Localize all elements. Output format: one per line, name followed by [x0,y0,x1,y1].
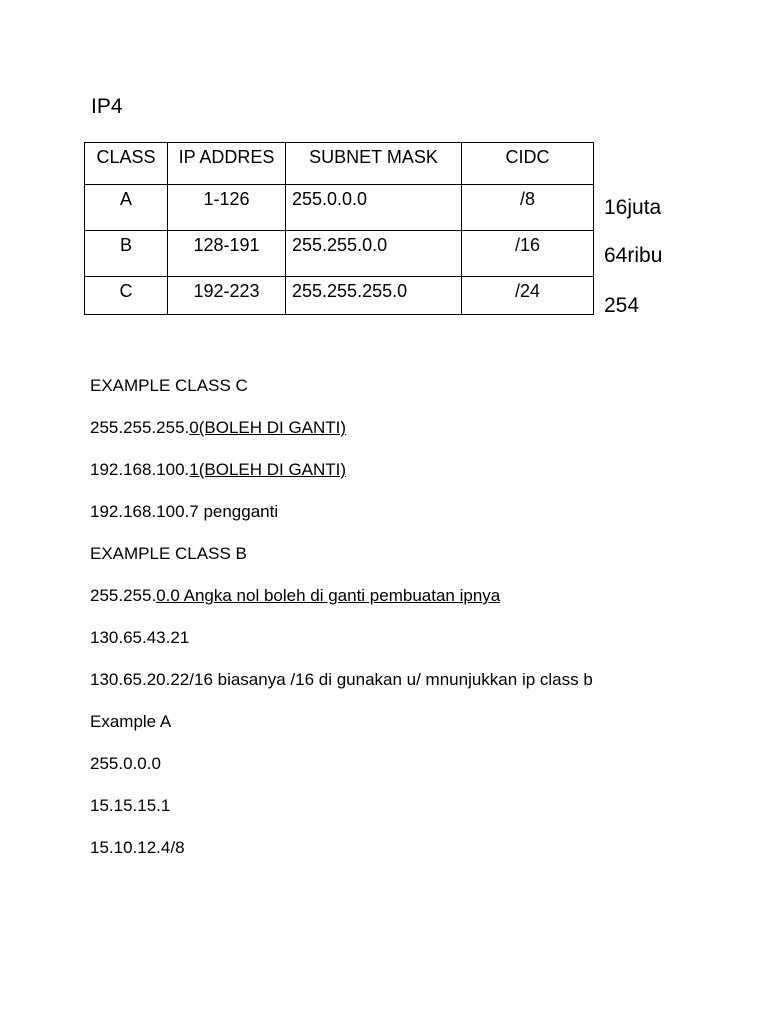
example-line [90,544,247,564]
example-line [90,376,248,396]
side-note-class-b: 64ribu [604,244,663,267]
example-line [90,460,346,480]
table-header-row [85,143,594,185]
header-class: CLASS [85,143,168,185]
line-text: Example A [90,712,172,731]
cell-subnet-mask: 255.255.255.0 [286,277,462,315]
header-cidc: CIDC [462,143,594,185]
cell-subnet-mask: 255.0.0.0 [286,185,462,231]
table-row [85,231,594,277]
table-row [85,185,594,231]
header-subnet-mask: SUBNET MASK [286,143,462,185]
cell-class: C [85,277,168,315]
cell-class: B [85,231,168,277]
ip-class-table [84,142,594,315]
line-text: 130.65.43.21 [90,628,190,647]
cell-ip-range: 128-191 [168,231,286,277]
table-row [85,277,594,315]
example-line [90,796,170,816]
line-text: 130.65.20.22/16 biasanya /16 di gunakan u/ mnunjukkan ip class b [90,670,593,689]
line-text: 192.168.100. [90,460,190,479]
example-line [90,418,346,438]
header-ip-address: IP ADDRES [168,143,286,185]
cell-ip-range: 192-223 [168,277,286,315]
cell-cidc: /16 [462,231,594,277]
line-text: 192.168.100.7 pengganti [90,502,279,521]
cell-subnet-mask: 255.255.0.0 [286,231,462,277]
side-note-class-c: 254 [604,294,640,317]
example-line [90,502,278,522]
line-underlined-text: 0(BOLEH DI GANTI) [189,418,347,437]
cell-cidc: /24 [462,277,594,315]
side-note-class-a: 16juta [604,196,662,219]
cell-class: A [85,185,168,231]
document-title: IP4 [91,95,123,118]
line-text: EXAMPLE CLASS B [90,544,247,563]
example-line [90,670,593,690]
example-line [90,712,171,732]
line-text: 255.255.255. [90,418,190,437]
cell-ip-range: 1-126 [168,185,286,231]
line-underlined-text: 0.0 Angka nol boleh di ganti pembuatan ipnya [156,586,501,605]
example-line [90,754,161,774]
line-text: EXAMPLE CLASS C [90,376,248,395]
example-line [90,586,500,606]
line-text: 15.10.12.4/8 [90,838,185,857]
line-underlined-text: 1(BOLEH DI GANTI) [189,460,347,479]
cell-cidc: /8 [462,185,594,231]
line-text: 255.255. [90,586,157,605]
example-line [90,628,189,648]
line-text: 15.15.15.1 [90,796,171,815]
example-line [90,838,185,858]
line-text: 255.0.0.0 [90,754,161,773]
